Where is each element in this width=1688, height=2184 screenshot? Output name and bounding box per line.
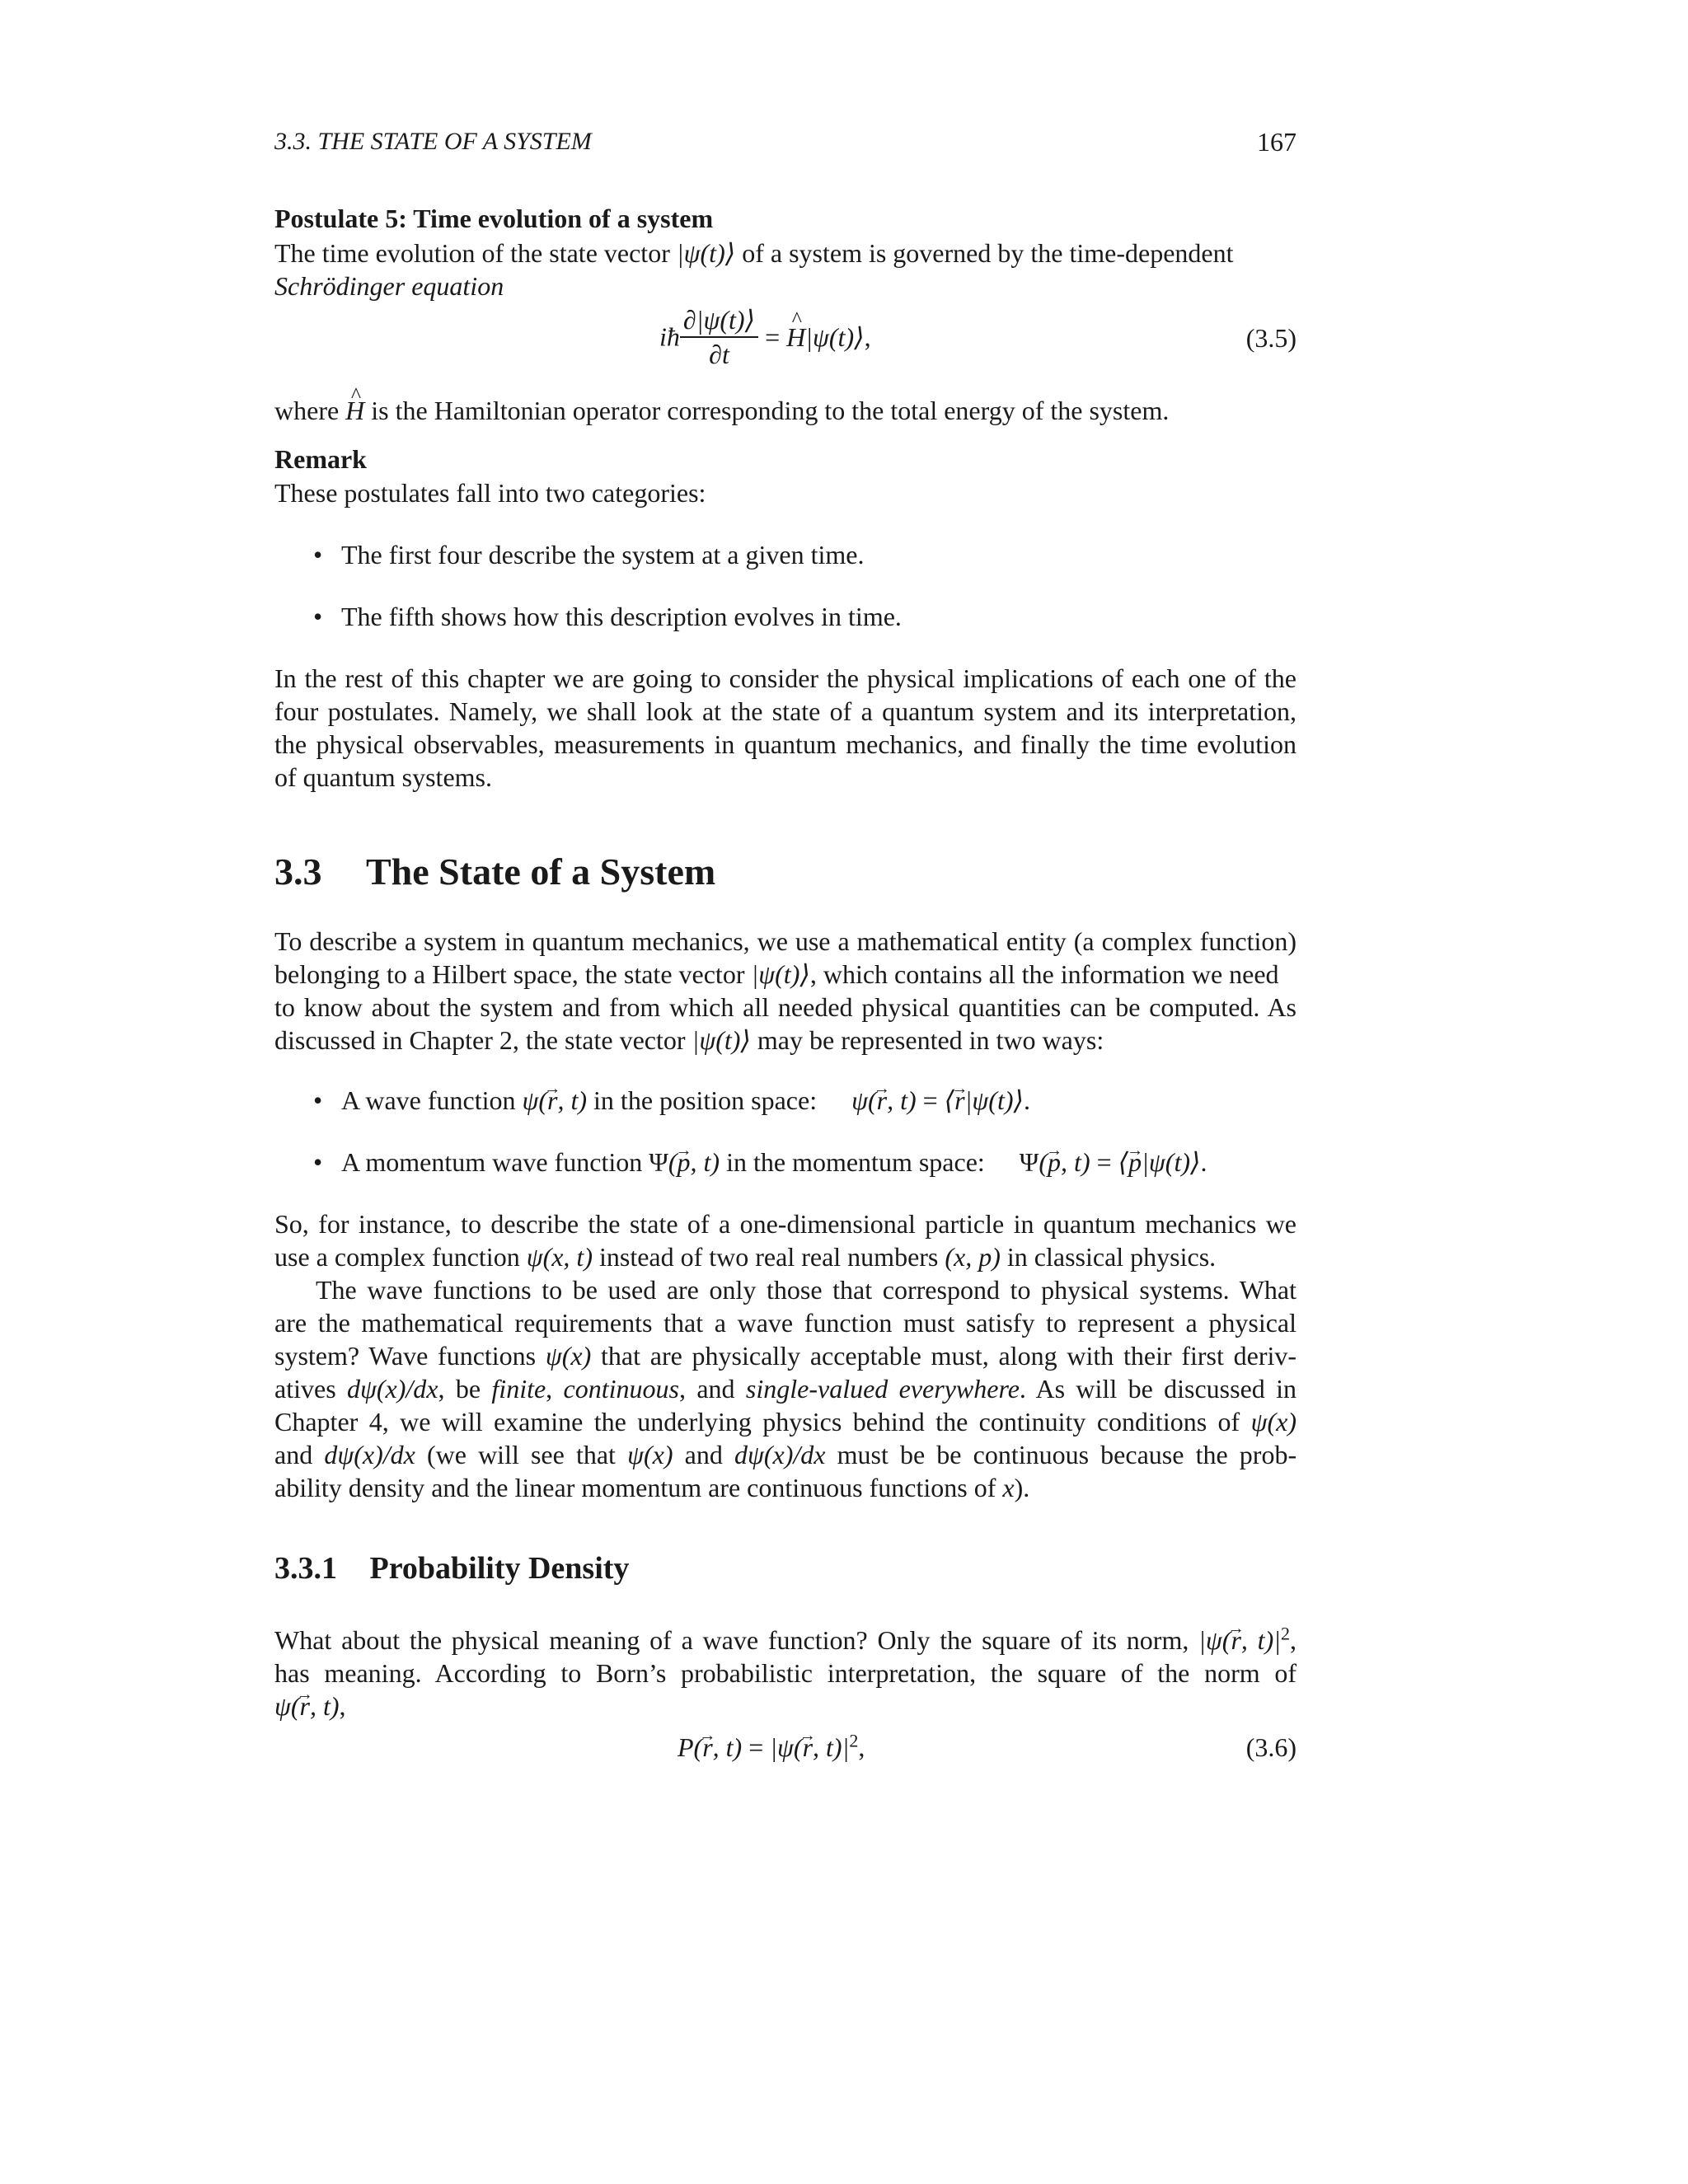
wf-line-2: are the mathematical requirements that a wave function must satisfy to represent a physical bbox=[274, 1308, 1296, 1338]
equation-number-3-5: (3.5) bbox=[1245, 323, 1296, 353]
postulate-line-1 bbox=[274, 237, 1296, 269]
section-intro-line-4: discussed in Chapter 2, the state vector |ψ(t)⟩ may be represented in two ways: bbox=[274, 1025, 1104, 1055]
section-intro-line-2: belonging to a Hilbert space, the state vector |ψ(t)⟩, which contains all the information we need bbox=[274, 959, 1279, 989]
bullet-marker: • bbox=[313, 540, 323, 569]
section-intro-line-1: To describe a system in quantum mechanics, we use a mathematical entity (a complex function) bbox=[274, 926, 1296, 956]
remark-para-line-2: four postulates. Namely, we shall look at the state of a quantum system and its interpretation, bbox=[274, 696, 1296, 726]
section-intro-line-3: to know about the system and from which all needed physical quantities can be computed. As bbox=[274, 992, 1296, 1022]
wf-line-3: system? Wave functions ψ(x) that are physically acceptable must, along with their first deriv- bbox=[274, 1341, 1297, 1371]
postulate-line-1-a: The time evolution of the state vector bbox=[274, 238, 670, 268]
wf-line-4: atives dψ(x)/dx, be finite, continuous, and single-valued everywhere. As will be discussed in bbox=[274, 1374, 1297, 1404]
wf-line-7: ability density and the linear momentum are continuous functions of x). bbox=[274, 1473, 1030, 1502]
subsection-number: 3.3.1 bbox=[274, 1551, 337, 1586]
hamiltonian-symbol: H ^ bbox=[345, 394, 364, 427]
remark-para-line-1: In the rest of this chapter we are going to consider the physical implications of each one of the bbox=[274, 663, 1296, 693]
equation-3-5: iħ $\frac{\partial|\psi(t)⟩}{\partial t}$ = H ^|ψ(t)⟩, bbox=[659, 303, 871, 371]
remark-intro: These postulates fall into two categories: bbox=[274, 478, 706, 508]
subsection-line-1: What about the physical meaning of a wave function? Only the square of its norm, |ψ(r →, $t)|^2$, bbox=[274, 1624, 1296, 1657]
subsection-line-2: has meaning. According to Born’s probabilistic interpretation, the square of the norm of bbox=[274, 1658, 1296, 1688]
subsection-heading bbox=[274, 1549, 629, 1587]
remark-bullet-2: The fifth shows how this description evolves in time. bbox=[341, 602, 902, 631]
equation-number-3-6: (3.6) bbox=[1245, 1732, 1296, 1762]
section-title: The State of a System bbox=[366, 851, 716, 893]
bullet-marker: • bbox=[313, 1085, 323, 1115]
section-number: 3.3 bbox=[274, 851, 322, 893]
subsection-line-3: ψ(r →, t), bbox=[274, 1690, 1296, 1722]
postulate-line-2: Schrödinger equation bbox=[274, 271, 504, 301]
remark-bullet-1: The first four describe the system at a given time. bbox=[341, 540, 865, 569]
bullet-marker: • bbox=[313, 602, 323, 631]
section-bullet-1: A wave function ψ(r →, t) in the position space: ψ(r →, t) = ⟨r →|ψ(t)⟩. bbox=[341, 1084, 1030, 1117]
remark-para-line-3: the physical observables, measurements in quantum mechanics, and finally the time evolution bbox=[274, 729, 1296, 759]
bullet-marker: • bbox=[313, 1147, 323, 1177]
remark-title: Remark bbox=[274, 444, 367, 474]
page-number: 167 bbox=[1257, 127, 1296, 157]
wf-line-5: Chapter 4, we will examine the underlying physics behind the continuity conditions of ψ(x) bbox=[274, 1407, 1297, 1436]
postulate-line-1-b: of a system is governed by the time-dependent bbox=[742, 238, 1234, 268]
section-bullet-2: A momentum wave function Ψ(p →, t) in the momentum space: Ψ(p →, t) = ⟨p →|ψ(t)⟩. bbox=[341, 1146, 1207, 1179]
section-heading bbox=[274, 849, 715, 895]
subsection-title: Probability Density bbox=[369, 1551, 630, 1586]
so-line-2: use a complex function ψ(x, t) instead of two real real numbers (x, p) in classical physics. bbox=[274, 1242, 1217, 1272]
wf-line-1: The wave functions to be used are only those that correspond to physical systems. What bbox=[316, 1275, 1296, 1305]
ket-psi-t: |ψ(t)⟩ bbox=[676, 238, 736, 268]
running-title: 3.3. THE STATE OF A SYSTEM bbox=[274, 128, 592, 155]
postulate-title: Postulate 5: Time evolution of a system bbox=[274, 204, 714, 233]
equation-3-6: P(r →, t) = |ψ(r →, $t)|^2$, bbox=[678, 1731, 865, 1764]
remark-para-line-4: of quantum systems. bbox=[274, 762, 492, 792]
postulate-after-line: where H ^ is the Hamiltonian operator corresponding to the total energy of the system. bbox=[274, 394, 1296, 427]
so-line-1: So, for instance, to describe the state of a one-dimensional particle in quantum mechanics we bbox=[274, 1209, 1296, 1239]
wf-line-6: and dψ(x)/dx (we will see that ψ(x) and dψ(x)/dx must be be continuous because the prob- bbox=[274, 1440, 1297, 1469]
